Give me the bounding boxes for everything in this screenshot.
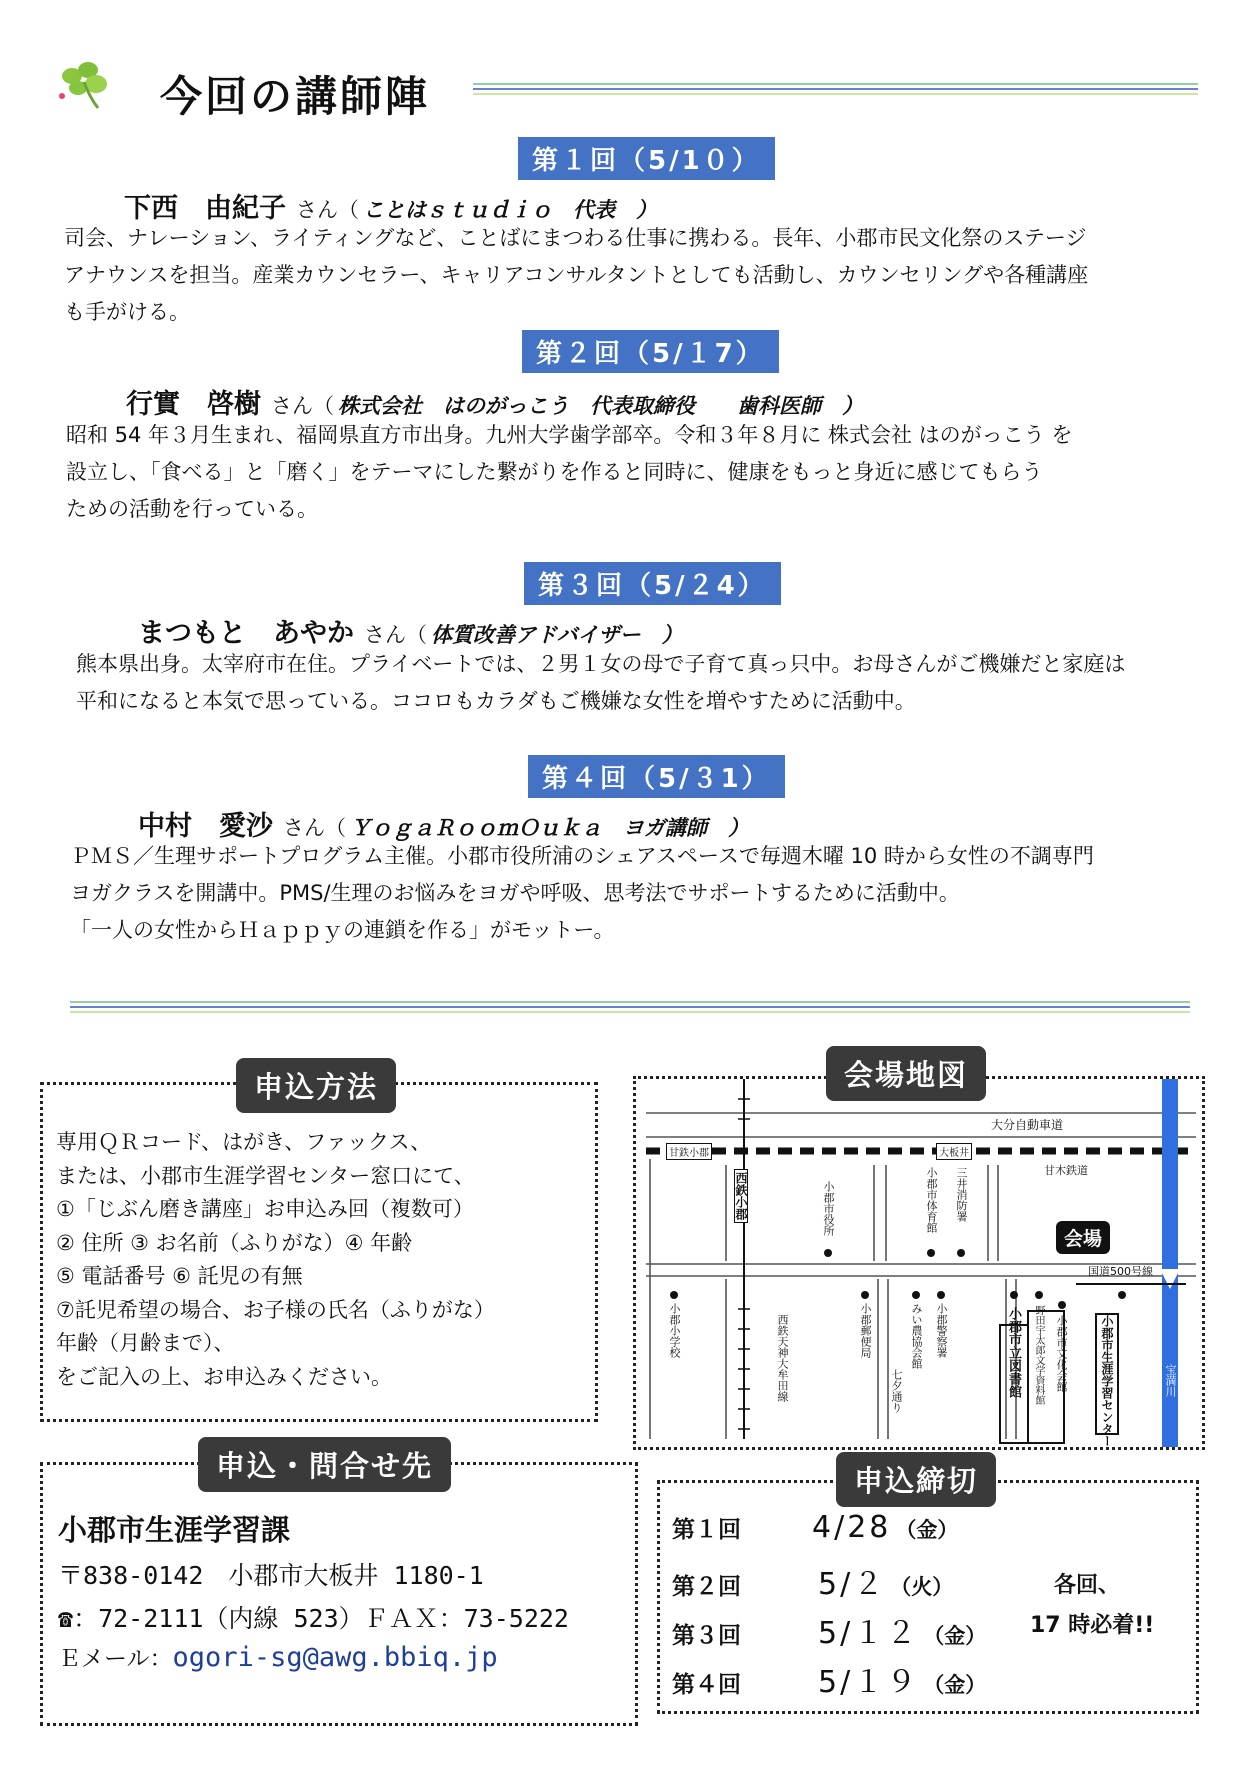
lecturer-affiliation: ことはｓｔｕｄｉｏ 代表 ） — [363, 198, 657, 222]
contact-email-row — [58, 1640, 498, 1673]
map-marker — [1118, 1291, 1126, 1299]
map-marker — [824, 1249, 832, 1257]
description-line: アナウンスを担当。産業カウンセラー、キャリアコンサルタントとしても活動し、カウンセリングや各種講座 — [64, 263, 1089, 287]
deadline-round: 第４回 — [672, 1672, 741, 1698]
map-route500-label: 国道500号線 — [1088, 1265, 1153, 1278]
description-line: 設立し、「食べる」と「磨く」をテーマにした繋がりを作ると同時に、健康をもっと身近に感じてもらう — [66, 460, 1043, 484]
deadline-date: 4/28 — [812, 1510, 892, 1545]
deadline-list — [672, 1510, 986, 1706]
email-label: Ｅメール： — [58, 1646, 173, 1672]
lecturer-affiliation: 体質改善アドバイザー ） — [431, 623, 683, 647]
apply-instructions — [56, 1126, 495, 1394]
session-4-description — [70, 838, 1094, 949]
map-place-cityhall: 小郡市役所 — [822, 1181, 835, 1236]
deadline-label: 申込締切 — [836, 1452, 996, 1507]
contact-label: 申込・問合せ先 — [198, 1437, 451, 1492]
apply-label: 申込方法 — [236, 1058, 396, 1113]
lecturer-name: 中村 愛沙 — [138, 811, 273, 842]
apply-line: をご記入の上、お申込みください。 — [56, 1364, 392, 1389]
map-place-fire: 三井消防署 — [955, 1167, 968, 1222]
description-line: ための活動を行っている。 — [66, 497, 318, 521]
contact-name: 小郡市生涯学習課 — [58, 1513, 291, 1547]
apply-line: ①「じぶん磨き講座」お申込み回（複数可） — [56, 1197, 474, 1221]
deadline-note-2: 17 時必着!! — [1030, 1613, 1155, 1638]
deadline-note-1: 各回、 — [1054, 1573, 1121, 1598]
session-3-lecturer — [138, 611, 683, 650]
deadline-date: 5/１９ — [818, 1665, 920, 1700]
apply-line: ⑤ 電話番号 ⑥ 託児の有無 — [56, 1264, 303, 1288]
description-line: も手がける。 — [64, 300, 190, 324]
title-divider — [473, 80, 1198, 98]
map-nishitetsu-line: 西鉄天神大牟田線 — [776, 1314, 789, 1402]
description-line: ＰＭＳ／生理サポートプログラム主催。小郡市役所浦のシェアスペースで毎週木曜 10 時から女性の不調専門 — [70, 844, 1094, 868]
deadline-round: 第２回 — [672, 1574, 741, 1600]
map-marker — [1058, 1301, 1066, 1309]
description-line: 昭和 54 年３月生まれ、福岡県直方市出身。九州大学歯学部卒。令和３年８月に 株式会社 はのがっこう を — [66, 423, 1073, 447]
lecturer-name: 下西 由紀子 — [124, 193, 286, 224]
contact-phone-text: ：72-2111（内線 523）ＦＡＸ：73-5222 — [73, 1604, 569, 1633]
lecturer-name: 行實 啓樹 — [126, 389, 261, 420]
map-tanabata: 七夕通り — [890, 1369, 903, 1413]
map-marker — [861, 1291, 869, 1299]
session-3-description — [76, 646, 1125, 720]
description-line: ヨガクラスを開講中。PMS/生理のお悩みをヨガや呼吸、思考法でサポートするために活動中。 — [70, 881, 960, 905]
map-place-literature: 野田宇太郎文学資料館 — [1033, 1305, 1044, 1405]
map-label: 会場地図 — [826, 1046, 986, 1101]
map-marker — [1035, 1291, 1043, 1299]
map-place-gym: 小郡市体育館 — [925, 1167, 938, 1233]
map-railway-label: 甘木鉄道 — [1044, 1164, 1088, 1177]
lecturer-suffix: さん（ — [283, 816, 346, 840]
deadline-day: （火） — [890, 1575, 954, 1599]
map-marker — [927, 1249, 935, 1257]
section-divider — [70, 998, 1190, 1016]
apply-line: または、小郡市生涯学習センター窓口にて、 — [56, 1163, 475, 1188]
map-place-center: 小郡市生涯学習センター — [1100, 1315, 1114, 1447]
session-1-description — [64, 220, 1088, 331]
deadline-row — [672, 1657, 986, 1706]
lecturer-suffix: さん（ — [364, 623, 427, 647]
map-marker — [957, 1249, 965, 1257]
description-line: 熊本県出身。太宰府市在住。プライベートでは、２男１女の母で子育て真っ只中。お母さんがご機嫌だと家庭は — [76, 652, 1126, 676]
apply-line: ② 住所 ③ お名前（ふりがな）④ 年齢 — [56, 1230, 413, 1255]
map-place-school: 小郡小学校 — [668, 1303, 681, 1358]
session-2-lecturer — [126, 382, 863, 421]
description-line: 「一人の女性からＨａｐｐｙの連鎖を作る」がモットー。 — [70, 918, 615, 942]
deadline-day: （金） — [923, 1624, 987, 1648]
contact-box — [40, 1462, 638, 1726]
session-1-header: 第１回（5/1０） — [518, 137, 775, 180]
deadline-day: （金） — [923, 1673, 987, 1697]
map-expressway-label: 大分自動車道 — [991, 1118, 1064, 1132]
map-river-label: 宝満川 — [1164, 1364, 1177, 1397]
deadline-day: （金） — [895, 1518, 959, 1542]
page-title: 今回の講師陣 — [160, 72, 431, 121]
session-3-header: 第３回（5/２4） — [524, 562, 781, 605]
contact-address: 〒838-0142 小郡市大板井 1180-1 — [58, 1561, 484, 1590]
map-marker — [1010, 1291, 1018, 1299]
session-2-header: 第２回（5/１7） — [522, 330, 779, 373]
deadline-date: 5/１２ — [818, 1616, 920, 1651]
map-station-nishitetsu: 西鉄小郡 — [734, 1169, 748, 1223]
description-line: 司会、ナレーション、ライティングなど、ことばにまつわる仕事に携わる。長年、小郡市民文化祭のステージ — [64, 226, 1087, 250]
deadline-date: 5/２ — [818, 1567, 887, 1602]
deadline-round: 第１回 — [672, 1517, 741, 1543]
lecturer-affiliation: 株式会社 はのがっこう 代表取締役 歯科医師 ） — [338, 394, 863, 418]
map-place-police: 小郡警察署 — [935, 1303, 948, 1358]
venue-map — [633, 1076, 1205, 1450]
map-place-post: 小郡郵便局 — [859, 1303, 872, 1358]
map-marker — [912, 1291, 920, 1299]
session-4-header: 第４回（5/３1） — [528, 755, 785, 798]
contact-phone-fax — [58, 1599, 569, 1635]
apply-line: ⑦託児希望の場合、お子様の氏名（ふりがな） — [56, 1297, 495, 1322]
map-marker — [937, 1291, 945, 1299]
map-place-culture: 小郡市文化会館 — [1055, 1315, 1068, 1392]
lecturer-affiliation: ＹｏｇａＲｏｏｍＯｕｋａ ヨガ講師 ） — [350, 816, 749, 840]
lecturer-suffix: さん（ — [271, 394, 334, 418]
deadline-row — [672, 1559, 986, 1608]
lecturer-suffix: さん（ — [296, 198, 359, 222]
venue-badge: 会場 — [1056, 1221, 1110, 1254]
map-place-library: 小郡市立図書館 — [1006, 1307, 1021, 1398]
map-station-ooitai: 大板井 — [936, 1143, 972, 1160]
lecturer-name: まつもと あやか — [138, 618, 354, 649]
deadline-row — [672, 1608, 986, 1657]
description-line: 平和になると本気で思っている。ココロもカラダもご機嫌な女性を増やすために活動中。 — [76, 689, 916, 713]
deadline-row — [672, 1510, 986, 1559]
email-link[interactable]: ogori-sg@awg.bbiq.jp — [172, 1642, 498, 1673]
session-2-description — [66, 417, 1072, 528]
deadline-round: 第３回 — [672, 1623, 741, 1649]
map-marker — [670, 1291, 678, 1299]
map-station-amagi: 甘鉄小郡 — [666, 1143, 712, 1160]
clover-icon — [54, 58, 114, 110]
apply-line: 専用ＱＲコード、はがき、ファックス、 — [56, 1130, 432, 1154]
phone-icon: ☎ — [58, 1604, 74, 1633]
apply-line: 年齢（月齢まで）、 — [56, 1331, 235, 1355]
map-place-ja: みい農協会館 — [910, 1303, 923, 1369]
